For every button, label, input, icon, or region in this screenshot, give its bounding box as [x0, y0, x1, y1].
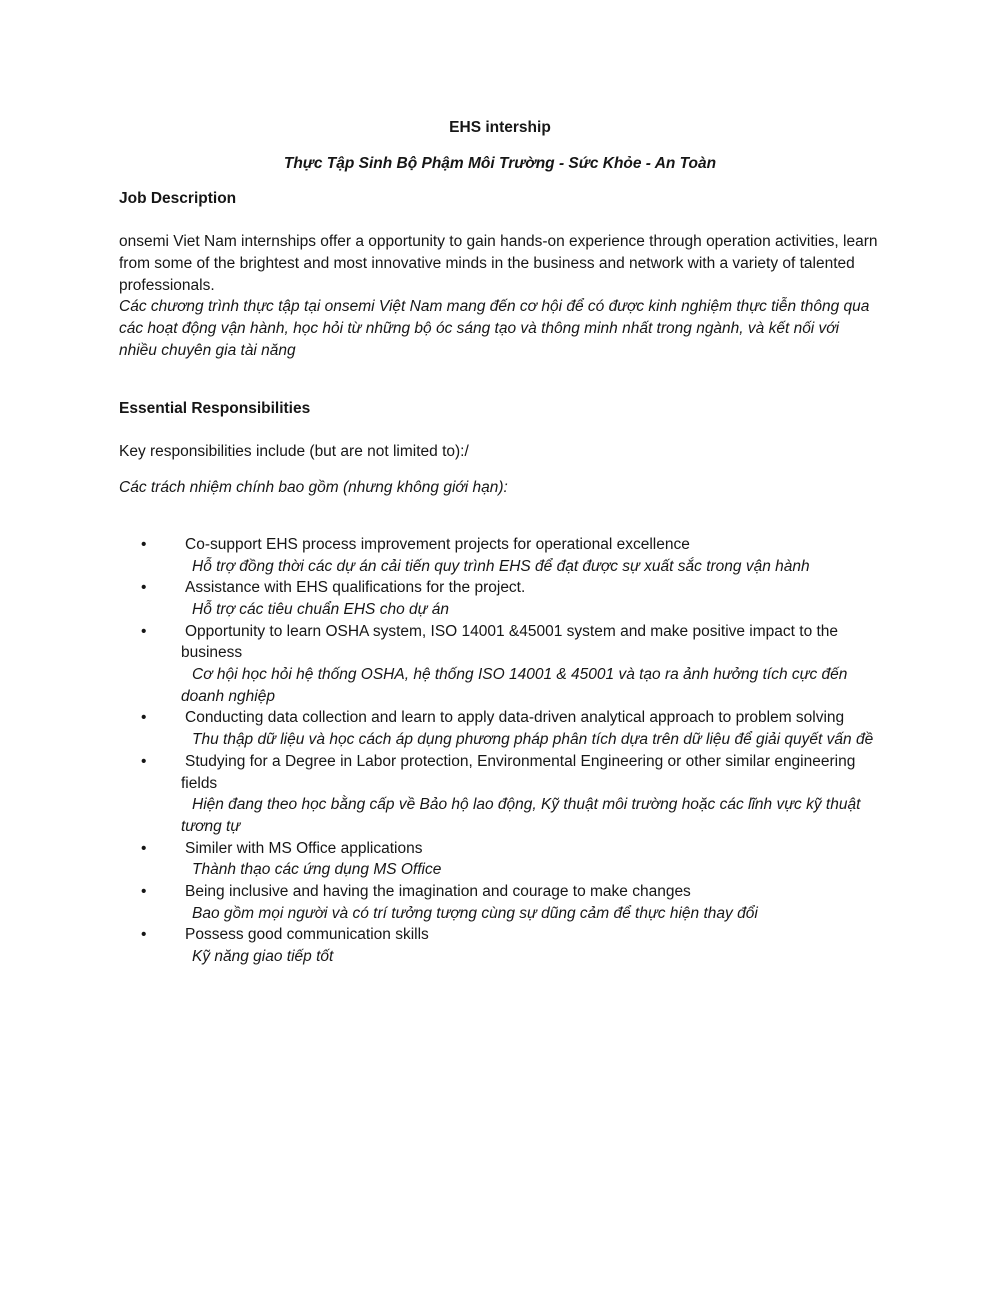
- responsibility-item: [119, 924, 881, 967]
- responsibility-text-english: Studying for a Degree in Labor protection, Environmental Engineering or other similar engineering fields: [181, 752, 856, 792]
- responsibilities-lead-english: Key responsibilities include (but are not limited to):/: [119, 442, 469, 460]
- responsibility-text-vietnamese: Bao gồm mọi người và có trí tưởng tượng cùng sự dũng cảm để thực hiện thay đổi: [192, 904, 758, 922]
- responsibility-text-english: Co-support EHS process improvement projects for operational excellence: [185, 535, 690, 553]
- bullet-icon: •: [141, 752, 147, 770]
- responsibility-item: [119, 751, 881, 838]
- responsibility-text-vietnamese: Hỗ trợ đồng thời các dự án cải tiến quy trình EHS để đạt được sự xuất sắc trong vận hành: [192, 557, 810, 575]
- responsibility-text-vietnamese: Hiện đang theo học bằng cấp về Bảo hộ lao động, Kỹ thuật môi trường hoặc các lĩnh vực kỹ thuật tương tự: [181, 796, 861, 835]
- responsibility-text-english: Being inclusive and having the imagination and courage to make changes: [185, 883, 691, 901]
- job-description-intro-english: onsemi Viet Nam internships offer a opportunity to gain hands-on experience through operation activities, learn from some of the brightest and most innovative minds in the business and network with a variety of talented professionals.: [119, 233, 878, 294]
- essential-responsibilities-heading: Essential Responsibilities: [119, 399, 311, 417]
- document-title: EHS intership: [449, 119, 551, 136]
- bullet-icon: •: [141, 839, 147, 857]
- responsibilities-lead-vietnamese: Các trách nhiệm chính bao gồm (nhưng không giới hạn):: [119, 478, 508, 496]
- responsibility-item: [119, 621, 881, 708]
- responsibility-text-vietnamese: Cơ hội học hỏi hệ thống OSHA, hệ thống ISO 14001 & 45001 và tạo ra ảnh hưởng tích cực đến doanh nghiệp: [181, 666, 848, 705]
- responsibility-text-english: Possess good communication skills: [185, 926, 429, 944]
- responsibility-text-vietnamese: Thành thạo các ứng dụng MS Office: [192, 861, 442, 879]
- responsibility-text-vietnamese: Kỹ năng giao tiếp tốt: [192, 948, 334, 966]
- bullet-icon: •: [141, 535, 147, 553]
- responsibility-text-english: Conducting data collection and learn to apply data-driven analytical approach to problem solving: [185, 709, 845, 727]
- bullet-icon: •: [141, 622, 147, 640]
- responsibilities-list: [119, 534, 881, 968]
- bullet-icon: •: [141, 579, 147, 597]
- bullet-icon: •: [141, 883, 147, 901]
- responsibility-text-vietnamese: Thu thập dữ liệu và học cách áp dụng phương pháp phân tích dựa trên dữ liệu để giải quyết vấn đề: [192, 731, 874, 749]
- responsibility-item: [119, 707, 881, 750]
- job-description-intro-vietnamese: Các chương trình thực tập tại onsemi Việt Nam mang đến cơ hội để có được kinh nghiệm thực tiễn thông qua các hoạt động vận hành, học hỏi từ những bộ óc sáng tạo và thông minh nhất trong ngành, và kết nối với nhiều chuyên gia tài năng: [119, 298, 870, 359]
- responsibility-item: [119, 577, 881, 620]
- document-subtitle: Thực Tập Sinh Bộ Phậm Môi Trường - Sức Khỏe - An Toàn: [283, 155, 717, 173]
- job-description-heading: Job Description: [119, 190, 237, 208]
- responsibility-text-english: Similer with MS Office applications: [185, 839, 423, 857]
- responsibility-text-vietnamese: Hỗ trợ các tiêu chuẩn EHS cho dự án: [192, 600, 449, 618]
- responsibility-text-english: Assistance with EHS qualifications for the project.: [185, 579, 526, 597]
- responsibility-item: [119, 534, 881, 577]
- responsibility-item: [119, 881, 881, 924]
- responsibility-text-english: Opportunity to learn OSHA system, ISO 14001 &45001 system and make positive impact to the business: [181, 622, 839, 662]
- responsibility-item: [119, 838, 881, 881]
- bullet-icon: •: [141, 926, 147, 944]
- bullet-icon: •: [141, 709, 147, 727]
